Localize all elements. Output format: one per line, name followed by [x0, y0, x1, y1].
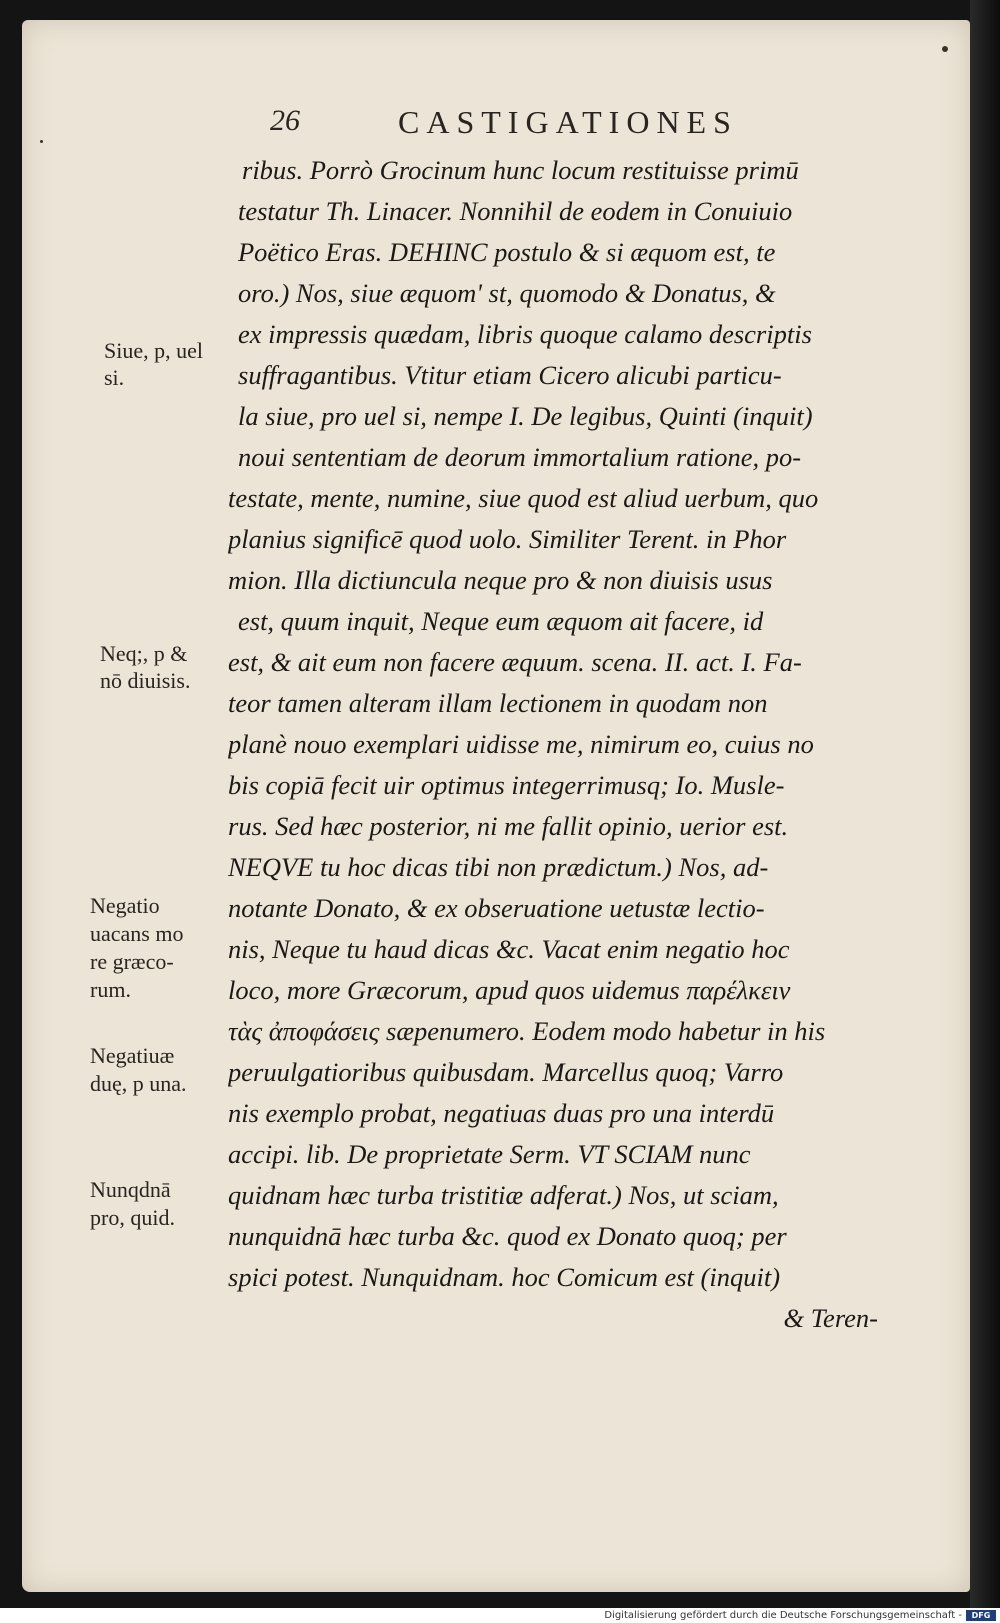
- dfg-logo: DFG: [966, 1610, 996, 1621]
- text-line: est, & ait eum non facere æquum. scena. II. act. I. Fa-: [228, 647, 802, 677]
- text-line: peruulgatioribus quibusdam. Marcellus quoq; Varro: [228, 1057, 784, 1087]
- margin-note: re græco-: [90, 949, 174, 974]
- margin-note: Negatio: [90, 893, 160, 918]
- text-line: la siue, pro uel si, nempe I. De legibus, Quinti (inquit): [238, 401, 813, 431]
- text-line: noui sententiam de deorum immortalium ratione, po-: [238, 442, 802, 472]
- body-text: [228, 150, 928, 1339]
- text-line: ex impressis quædam, libris quoque calamo descriptis: [238, 319, 812, 349]
- page-number: 26: [270, 104, 300, 137]
- page-header: [270, 104, 790, 144]
- text-line: Poëtico Eras. DEHINC postulo & si æquom est, te: [238, 237, 776, 267]
- text-line: oro.) Nos, siue æquom' st, quomodo & Donatus, &: [238, 278, 776, 308]
- margin-notes: [0, 0, 240, 1600]
- text-line: planius significē quod uolo. Similiter Terent. in Phor: [228, 524, 787, 554]
- book-spine: [970, 0, 1000, 1608]
- text-line: spici potest. Nunquidnam. hoc Comicum est (inquit): [228, 1262, 781, 1292]
- text-line: nis, Neque tu haud dicas &c. Vacat enim negatio hoc: [228, 934, 790, 964]
- footer-bar: [0, 1608, 1000, 1623]
- text-line: notante Donato, & ex obseruatione uetustæ lectio-: [228, 893, 765, 923]
- text-line: suffragantibus. Vtitur etiam Cicero alicubi particu-: [238, 360, 782, 390]
- margin-note: uacans mo: [90, 921, 184, 946]
- margin-note: Nunqdnā: [90, 1177, 171, 1202]
- text-line: nis exemplo probat, negatiuas duas pro una interdū: [228, 1098, 775, 1128]
- text-line: nunquidnā hæc turba &c. quod ex Donato quoq; per: [228, 1221, 787, 1251]
- text-line: loco, more Græcorum, apud quos uidemus παρέλκειν: [228, 975, 791, 1005]
- text-line: τὰς ἀποφάσεις sæpenumero. Eodem modo habetur in his: [228, 1016, 826, 1046]
- text-line: accipi. lib. De proprietate Serm. VT SCIAM nunc: [228, 1139, 751, 1169]
- margin-note: Negatiuæ: [90, 1043, 175, 1068]
- margin-note: rum.: [90, 977, 131, 1002]
- margin-note: nō diuisis.: [100, 668, 191, 693]
- margin-note: si.: [104, 365, 125, 390]
- text-line: NEQVE tu hoc dicas tibi non prædictum.) Nos, ad-: [228, 852, 769, 882]
- text-line: quidnam hæc turba tristitiæ adferat.) Nos, ut sciam,: [228, 1180, 779, 1210]
- margin-note: duę, p una.: [90, 1071, 187, 1096]
- catchword: & Teren-: [783, 1303, 878, 1333]
- funding-credit: Digitalisierung gefördert durch die Deutsche Forschungsgemeinschaft -: [604, 1610, 962, 1621]
- text-line: testatur Th. Linacer. Nonnihil de eodem in Conuiuio: [238, 196, 793, 226]
- text-line: teor tamen alteram illam lectionem in quodam non: [228, 688, 768, 718]
- text-line: bis copiā fecit uir optimus integerrimusq; Io. Musle-: [228, 770, 785, 800]
- margin-note: Siue, p, uel: [104, 338, 203, 363]
- text-line: mion. Illa dictiuncula neque pro & non diuisis usus: [228, 565, 773, 595]
- text-line: rus. Sed hæc posterior, ni me fallit opinio, uerior est.: [228, 811, 789, 841]
- text-line: ribus. Porrò Grocinum hunc locum restituisse primū: [242, 155, 799, 185]
- ink-speck: [942, 46, 948, 52]
- text-line: est, quum inquit, Neque eum æquom ait facere, id: [238, 606, 764, 636]
- text-line: testate, mente, numine, siue quod est aliud uerbum, quo: [228, 483, 819, 513]
- margin-note: Neq;, p &: [100, 641, 188, 666]
- text-line: planè nouo exemplari uidisse me, nimirum eo, cuius no: [228, 729, 814, 759]
- margin-note: pro, quid.: [90, 1205, 175, 1230]
- running-title: CASTIGATIONES: [398, 104, 738, 140]
